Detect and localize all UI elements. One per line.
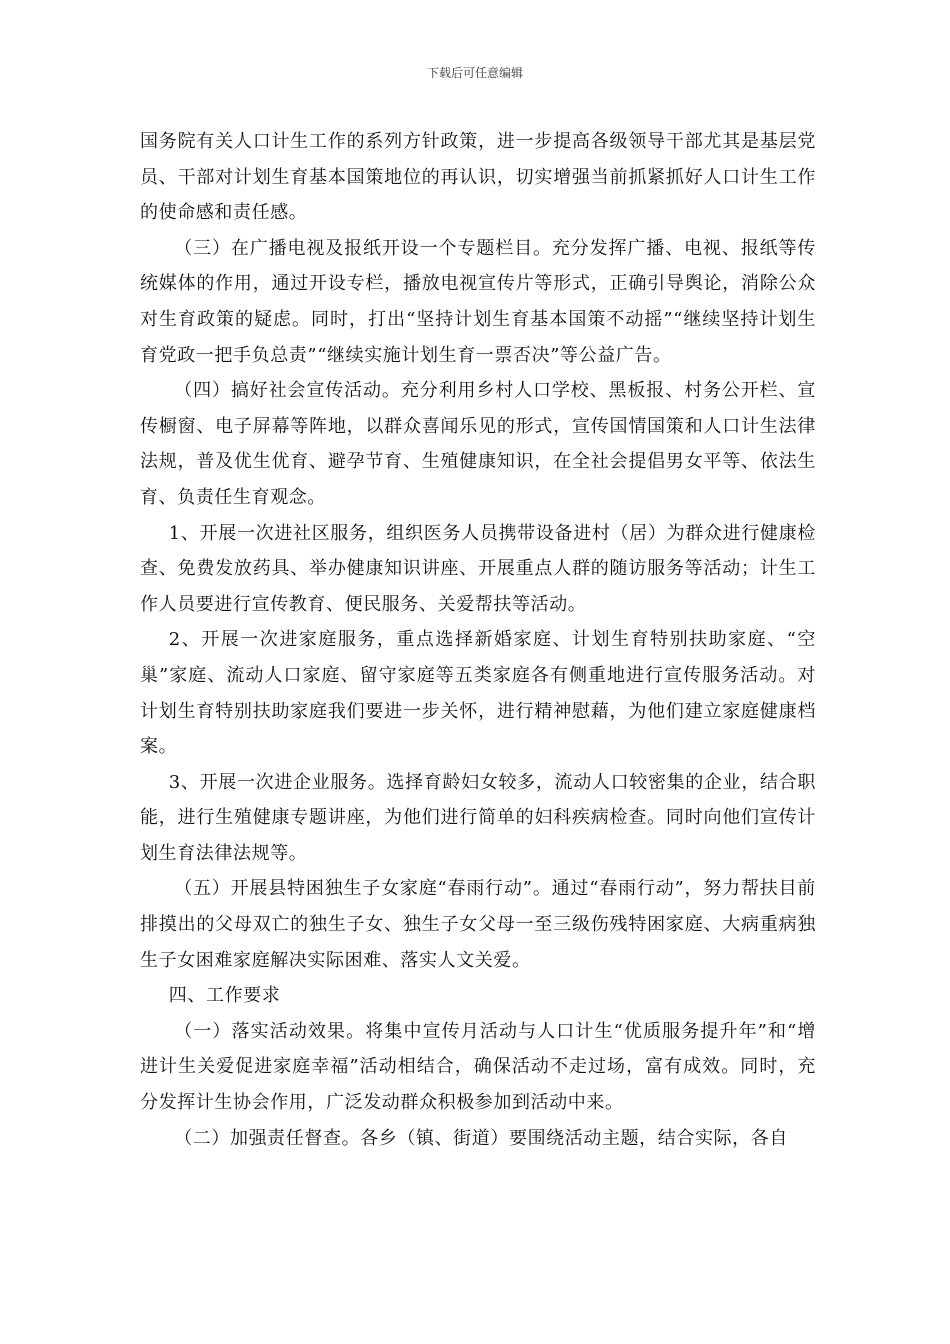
paragraph-7: （五）开展县特困独生子女家庭“春雨行动”。通过“春雨行动”，努力帮扶目前排摸出的父母双亡的独生子女、独生子女父母一至三级伤残特困家庭、大病重病独生子女困难家庭解决实际困难、落实人文关爱。 <box>140 878 816 971</box>
paragraph-3: （四）搞好社会宣传活动。充分利用乡村人口学校、黑板报、村务公开栏、宣传橱窗、电子屏幕等阵地，以群众喜闻乐见的形式，宣传国情国策和人口计生法律法规，普及优生优育、避孕节育、生殖健康知识，在全社会提倡男女平等、依法生育、负责任生育观念。 <box>140 380 816 508</box>
document-body <box>140 124 816 1156</box>
section-heading: 四、工作要求 <box>168 985 281 1007</box>
paragraph-4: 1、开展一次进社区服务，组织医务人员携带设备进村（居）为群众进行健康检查、免费发放药具、举办健康知识讲座、开展重点人群的随访服务等活动；计生工作人员要进行宣传教育、便民服务、关爱帮扶等活动。 <box>140 522 816 615</box>
page-header: 下载后可任意编辑 <box>426 66 523 80</box>
paragraph-2: （三）在广播电视及报纸开设一个专题栏目。充分发挥广播、电视、报纸等传统媒体的作用，通过开设专栏，播放电视宣传片等形式，正确引导舆论，消除公众对生育政策的疑虑。同时，打出“坚持计划生育基本国策不动摇”“继续坚持计划生育党政一把手负总责”“继续实施计划生育一票否决”等公益广告。 <box>140 237 816 366</box>
paragraph-1: 国务院有关人口计生工作的系列方针政策，进一步提高各级领导干部尤其是基层党员、干部对计划生育基本国策地位的再认识，切实增强当前抓紧抓好人口计生工作的使命感和责任感。 <box>140 131 816 224</box>
paragraph-5: 2、开展一次进家庭服务，重点选择新婚家庭、计划生育特别扶助家庭、“空巢”家庭、流动人口家庭、留守家庭等五类家庭各有侧重地进行宣传服务活动。对计划生育特别扶助家庭我们要进一步关怀，进行精神慰藉，为他们建立家庭健康档案。 <box>140 629 816 758</box>
paragraph-9: （二）加强责任督查。各乡（镇、街道）要围绕活动主题，结合实际，各自 <box>174 1127 788 1149</box>
paragraph-8: （一）落实活动效果。将集中宣传月活动与人口计生“优质服务提升年”和“增进计生关爱促进家庭幸福”活动相结合，确保活动不走过场，富有成效。同时，充分发挥计生协会作用，广泛发动群众积极参加到活动中来。 <box>140 1020 816 1114</box>
paragraph-6: 3、开展一次进企业服务。选择育龄妇女较多，流动人口较密集的企业，结合职能，进行生殖健康专题讲座，为他们进行简单的妇科疾病检查。同时向他们宣传计划生育法律法规等。 <box>140 771 816 864</box>
